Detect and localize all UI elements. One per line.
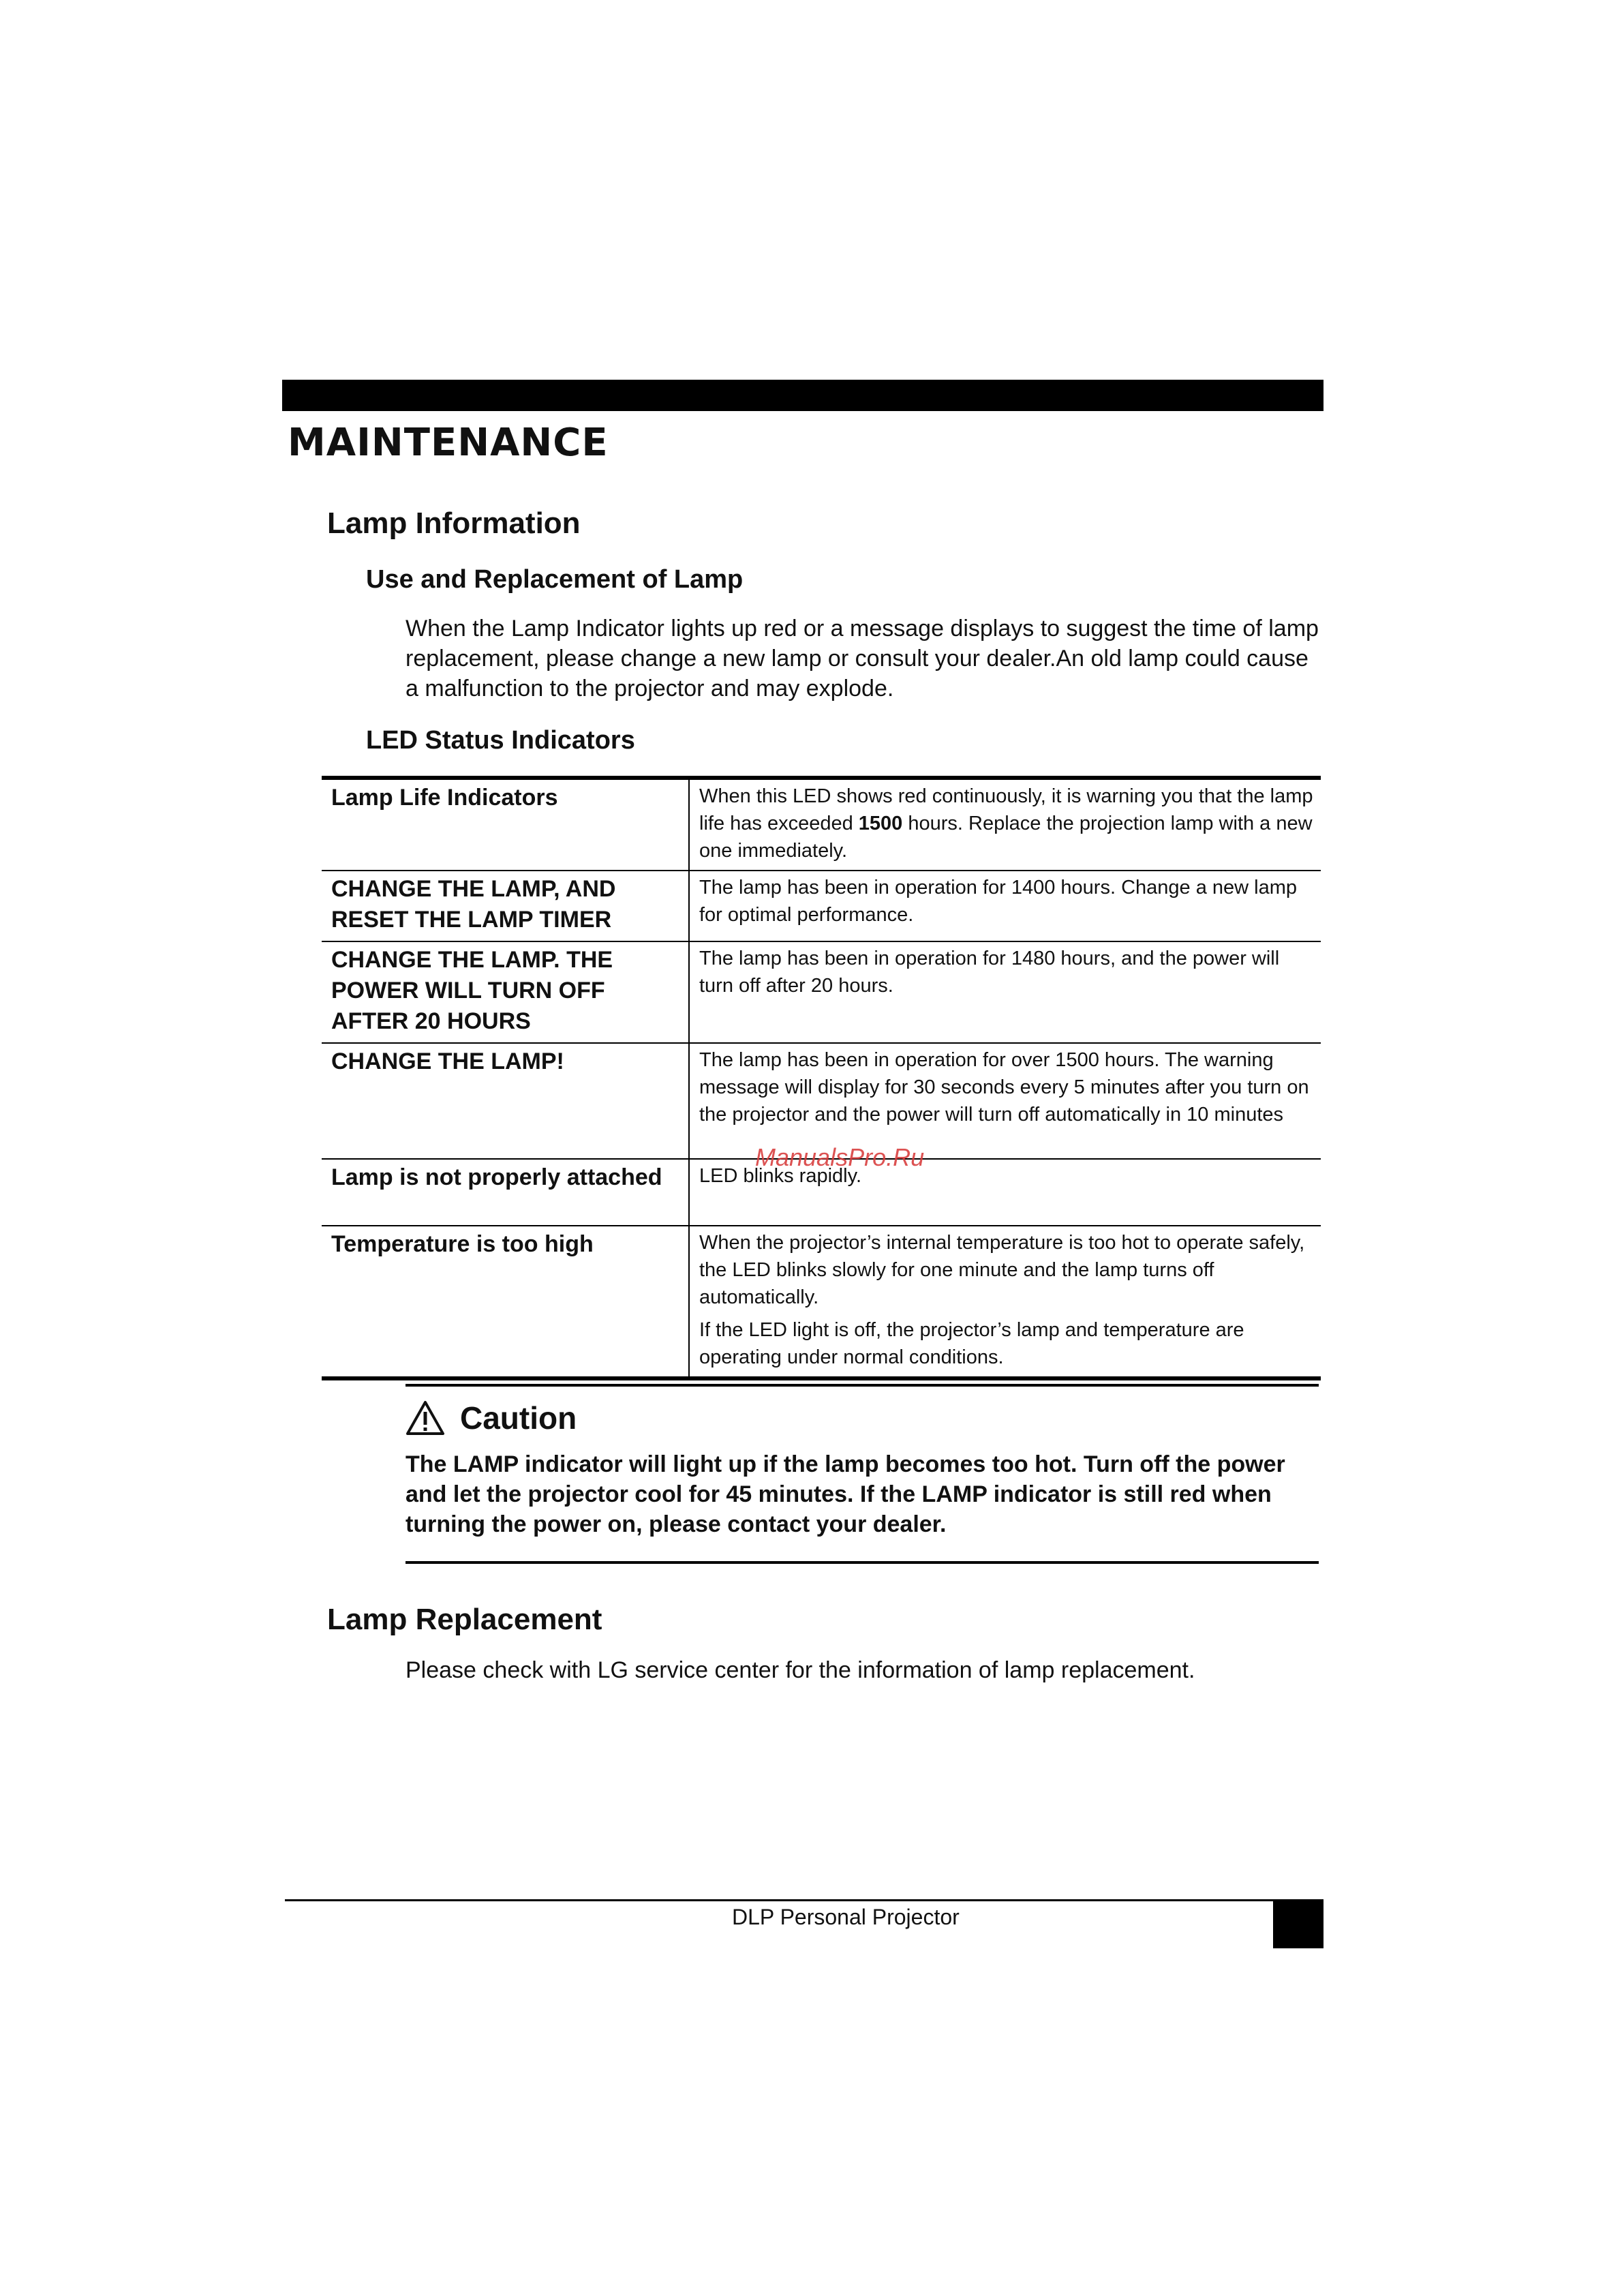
indicator-description: The lamp has been in operation for over 1500 hours. The warning message will display for 30 seconds every 5 minutes after you turn on the projector and the power will turn off automatically in 10 minutes — [689, 1043, 1321, 1159]
description-text: When the projector’s internal temperature is too hot to operate safely, the LED blinks slowly for one minute and the lamp turns off automatically. — [699, 1232, 1305, 1308]
indicator-description: The lamp has been in operation for 1400 hours. Change a new lamp for optimal performance. — [689, 871, 1321, 941]
header-bar — [282, 380, 1323, 411]
description-text: If the LED light is off, the projector’s lamp and temperature are operating under normal conditions. — [699, 1319, 1244, 1368]
indicator-label: Lamp Life Indicators — [322, 778, 689, 871]
description-text: hours. Replace the projection lamp with a new one immediately. — [699, 813, 1313, 862]
indicator-description — [689, 778, 1321, 871]
page-title: MAINTENANCE — [288, 421, 609, 465]
caution-box — [406, 1384, 1319, 1564]
description-text: When this LED shows red continuously, it is warning you that the lamp life has exceeded — [699, 785, 1313, 834]
table-row — [322, 1043, 1321, 1159]
table-row — [322, 871, 1321, 941]
caution-title: Caution — [460, 1400, 577, 1436]
warning-triangle-icon — [406, 1400, 445, 1436]
footer-rule — [285, 1899, 1273, 1901]
indicator-label: CHANGE THE LAMP! — [322, 1043, 689, 1159]
hours-value: 1500 — [858, 813, 903, 834]
caution-header — [406, 1399, 577, 1437]
indicator-description: The lamp has been in operation for 1480 hours, and the power will turn off after 20 hours. — [689, 941, 1321, 1043]
lamp-intro-paragraph: When the Lamp Indicator lights up red or a message displays to suggest the time of lamp replacement, please change a new lamp or consult your dealer.An old lamp could cause a malfunction to the projector and may explode. — [406, 616, 1319, 701]
lamp-information-heading: Lamp Information — [327, 507, 581, 540]
indicator-label: CHANGE THE LAMP. THE POWER WILL TURN OFF AFTER 20 HOURS — [322, 941, 689, 1043]
lamp-replacement-heading: Lamp Replacement — [327, 1603, 602, 1636]
indicator-label: CHANGE THE LAMP, AND RESET THE LAMP TIMER — [322, 871, 689, 941]
led-status-heading: LED Status Indicators — [366, 726, 635, 755]
lamp-replacement-paragraph: Please check with LG service center for the information of lamp replacement. — [406, 1657, 1195, 1683]
table-row — [322, 1226, 1321, 1378]
indicator-label: Temperature is too high — [322, 1226, 689, 1378]
use-replacement-heading: Use and Replacement of Lamp — [366, 565, 744, 594]
indicator-description — [689, 1226, 1321, 1378]
indicator-description: LED blinks rapidly. — [689, 1159, 1321, 1226]
led-status-table — [322, 776, 1321, 1380]
footer-text: DLP Personal Projector — [732, 1905, 960, 1929]
page-number-block — [1273, 1899, 1323, 1948]
table-row — [322, 778, 1321, 871]
caution-text: The LAMP indicator will light up if the lamp becomes too hot. Turn off the power and let the projector cool for 45 minutes. If the LAMP indicator is still red when turning the power on, please contact your dealer. — [406, 1451, 1285, 1537]
indicator-label: Lamp is not properly attached — [322, 1159, 689, 1226]
table-row — [322, 941, 1321, 1043]
watermark: ManualsPro.Ru — [755, 1143, 925, 1171]
